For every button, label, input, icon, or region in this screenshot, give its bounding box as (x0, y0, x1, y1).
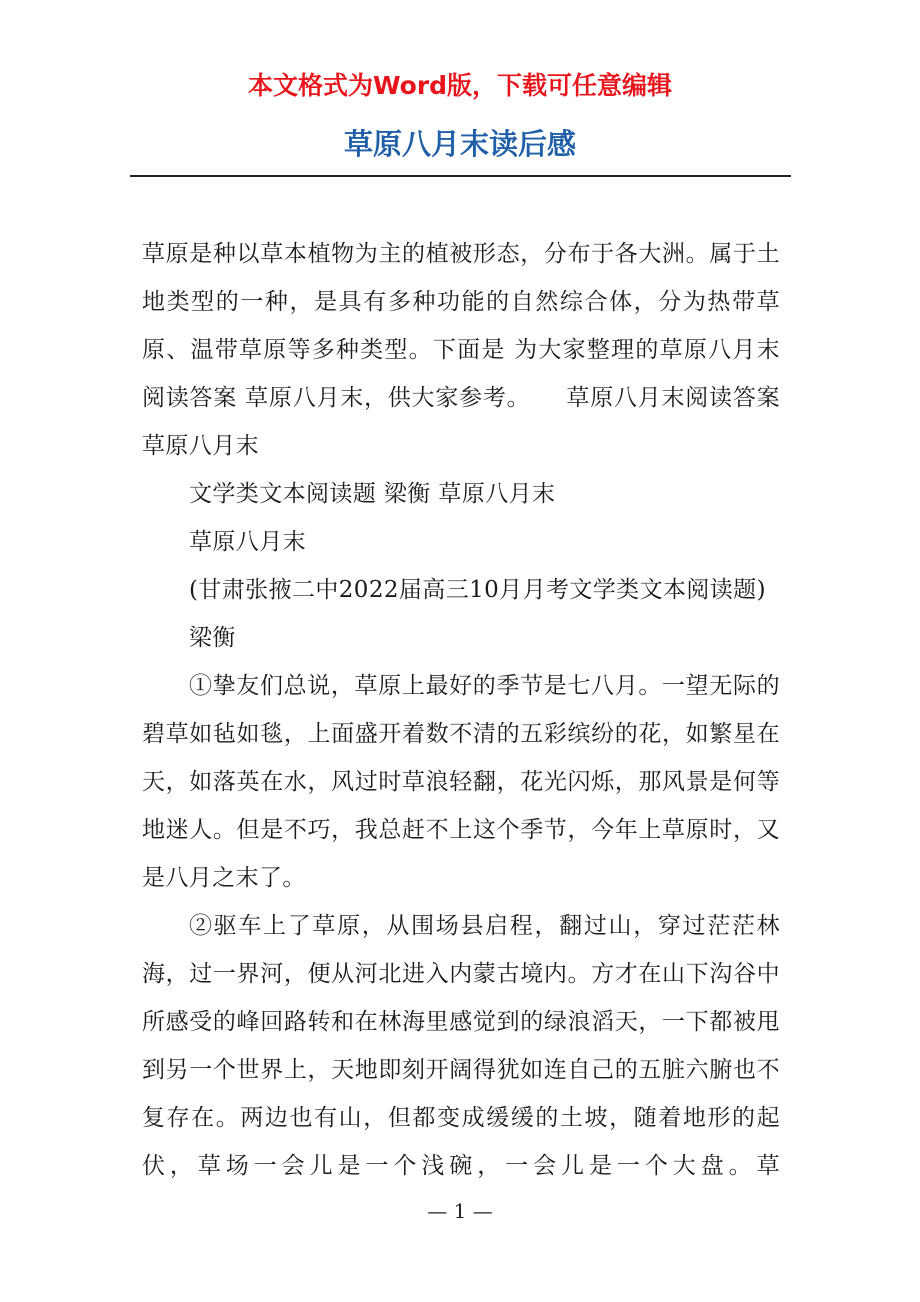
author-line: 梁衡 (189, 625, 236, 651)
intro-paragraph: 草原是种以草本植物为主的植被形态，分布于各大洲。属于土地类型的一种，是具有多种功能的自然综合体，分为热带草原、温带草原等多种类型。下面是 为大家整理的草原八月末阅读答案 草原八月末，供大家参考。 草原八月末阅读答案 草原八月末 (142, 241, 780, 459)
body-paragraph-1: ①挚友们总说，草原上最好的季节是七八月。一望无际的碧草如毡如毯，上面盛开着数不清的五彩缤纷的花，如繁星在天，如落英在水，风过时草浪轻翻，花光闪烁，那风景是何等地迷人。但是不巧，我总赶不上这个季节，今年上草原时，又是八月之末了。 (142, 673, 780, 891)
page-number: — 1 — (427, 1199, 493, 1223)
title-divider (130, 175, 791, 177)
source-line: (甘肃张掖二中2022届高三10月月考文学类文本阅读题) (189, 577, 766, 603)
body-paragraph-2: ②驱车上了草原，从围场县启程，翻过山，穿过茫茫林海，过一界河，便从河北进入内蒙古境内。方才在山下沟谷中所感受的峰回路转和在林海里感觉到的绿浪滔天，一下都被甩到另一个世界上，天地即刻开阔得犹如连自己的五脏六腑也不复存在。两边也有山，但都变成缓缓的土坡，随着地形的起伏，草场一会儿是一个浅碗，一会儿是一个大盘。草 (142, 913, 780, 1179)
download-banner: 本文格式为Word版，下载可任意编辑 (247, 71, 673, 100)
document-body (142, 230, 780, 1190)
subtitle-line: 文学类文本阅读题 梁衡 草原八月末 (189, 481, 556, 507)
document-title: 草原八月末读后感 (343, 127, 576, 161)
article-title-line: 草原八月末 (189, 529, 306, 555)
